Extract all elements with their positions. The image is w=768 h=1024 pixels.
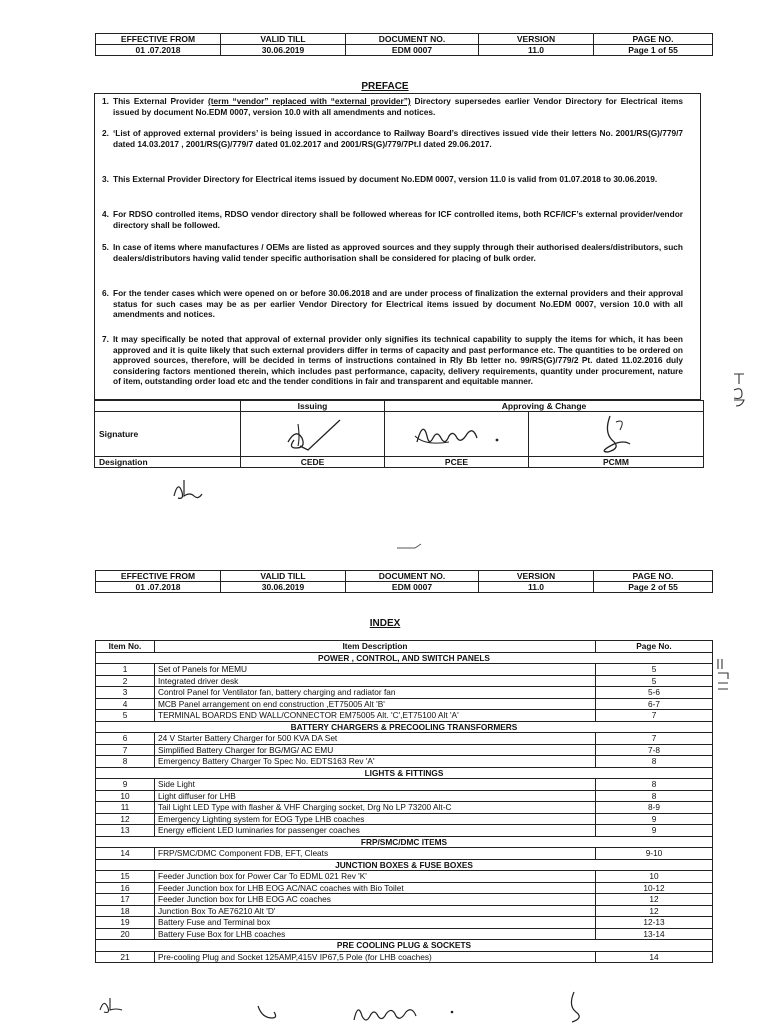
index-category-row	[96, 836, 713, 848]
item-number: 2	[96, 675, 155, 687]
designation-pcee: PCEE	[385, 457, 529, 468]
preface-item-text: This External Provider	[113, 96, 208, 106]
index-table-body	[96, 652, 713, 963]
item-number: 6	[96, 733, 155, 745]
designation-cede: CEDE	[241, 457, 385, 468]
preface-item-number: 2.	[102, 128, 109, 138]
item-number: 7	[96, 744, 155, 756]
preface-item-number: 1.	[102, 96, 109, 106]
index-category-row	[96, 652, 713, 664]
index-item-row	[96, 687, 713, 699]
item-description: TERMINAL BOARDS END WALL/CONNECTOR EM75005 Alt. 'C',ET75100 Alt 'A'	[155, 710, 596, 722]
header-label-version: VERSION	[479, 571, 594, 582]
preface-item-number: 7.	[102, 334, 109, 344]
item-page-number: 12	[596, 905, 713, 917]
column-header-item-description: Item Description	[155, 641, 596, 653]
page1-header-labels-row	[96, 34, 713, 45]
designation-label: Designation	[95, 457, 241, 468]
index-item-row	[96, 951, 713, 963]
header-value-version: 11.0	[479, 45, 594, 56]
signature-pcee	[385, 412, 529, 457]
item-description: Tail Light LED Type with flasher & VHF Charging socket, Drg No LP 73200 Alt-C	[155, 802, 596, 814]
handwritten-signature-icon	[397, 412, 517, 454]
index-item-row	[96, 744, 713, 756]
item-number: 5	[96, 710, 155, 722]
preface-item-7	[102, 334, 683, 387]
preface-item-5	[102, 242, 683, 263]
item-page-number: 5	[596, 664, 713, 676]
item-page-number: 7	[596, 733, 713, 745]
index-item-row	[96, 825, 713, 837]
handwritten-signature-icon	[348, 1000, 468, 1024]
preface-item-text: Directory supersedes earlier Vendor Directory for Electrical items issued by document No.EDM 0007, version 10.0 with all amendments and notices.	[113, 96, 683, 117]
index-item-row	[96, 698, 713, 710]
item-page-number: 12-13	[596, 917, 713, 929]
category-heading: JUNCTION BOXES & FUSE BOXES	[96, 859, 713, 871]
item-page-number: 6-7	[596, 698, 713, 710]
index-category-row	[96, 767, 713, 779]
item-description: Emergency Lighting system for EOG Type LHB coaches	[155, 813, 596, 825]
item-number: 13	[96, 825, 155, 837]
pen-stroke-icon	[395, 540, 425, 552]
handwritten-signature-icon	[250, 1002, 290, 1024]
item-description: Energy efficient LED luminaries for passenger coaches	[155, 825, 596, 837]
index-item-row	[96, 848, 713, 860]
preface-item-number: 4.	[102, 209, 109, 219]
header-value-page-no: Page 1 of 55	[594, 45, 713, 56]
item-number: 1	[96, 664, 155, 676]
header-label-document-no: DOCUMENT NO.	[346, 571, 479, 582]
item-number: 3	[96, 687, 155, 699]
index-item-row	[96, 813, 713, 825]
item-number: 16	[96, 882, 155, 894]
index-category-row	[96, 940, 713, 952]
item-description: Light diffuser for LHB	[155, 790, 596, 802]
item-description: Pre-cooling Plug and Socket 125AMP,415V IP67,5 Pole (for LHB coaches)	[155, 951, 596, 963]
header-label-effective-from: EFFECTIVE FROM	[96, 34, 221, 45]
header-label-effective-from: EFFECTIVE FROM	[96, 571, 221, 582]
page2-header-values-row	[96, 582, 713, 593]
handwritten-signature-icon	[566, 412, 666, 454]
preface-item-1	[102, 96, 683, 117]
item-number: 19	[96, 917, 155, 929]
preface-title: PREFACE	[361, 81, 409, 92]
signature-row	[95, 412, 704, 457]
column-header-page-no: Page No.	[596, 641, 713, 653]
index-item-row	[96, 894, 713, 906]
index-item-row	[96, 790, 713, 802]
item-description: MCB Panel arrangement on end construction ,ET75005 Alt 'B'	[155, 698, 596, 710]
signature-table	[94, 400, 704, 468]
item-page-number: 10-12	[596, 882, 713, 894]
item-page-number: 9	[596, 825, 713, 837]
header-value-valid-till: 30.06.2019	[221, 582, 346, 593]
item-description: Battery Fuse Box for LHB coaches	[155, 928, 596, 940]
item-page-number: 9	[596, 813, 713, 825]
signature-cede	[241, 412, 385, 457]
preface-item-text: For RDSO controlled items, RDSO vendor directory shall be followed whereas for ICF controlled items, both RCF/ICF’s external provider/vendor directory shall be followed.	[113, 209, 683, 230]
item-page-number: 8	[596, 756, 713, 768]
header-label-valid-till: VALID TILL	[221, 34, 346, 45]
item-description: Battery Fuse and Terminal box	[155, 917, 596, 929]
preface-item-text: It may specifically be noted that approval of external provider only signifies its technical capability to supply the items for which, it has been approved and it is quite likely that such external providers differ in terms of capacity and past performance etc. The quantities to be ordered on approved sources, therefore, will be decided in terms of instructions contained in Rly Bb letter no. 99/RS(G)/779/2 Pt. dated 11.02.2016 duly considering factors mentioned therein, which includes past performance, capacity, delivery requirements, quantity under procurement, nature of item, outstanding order load etc and the tender conditions in fair and transparent and equitable manner.	[113, 334, 683, 386]
category-heading: BATTERY CHARGERS & PRECOOLING TRANSFORMERS	[96, 721, 713, 733]
header-label-page-no: PAGE NO.	[594, 34, 713, 45]
designation-row	[95, 457, 704, 468]
header-value-page-no: Page 2 of 55	[594, 582, 713, 593]
preface-item-text: For the tender cases which were opened on or before 30.06.2018 and are under process of finalization the external providers and their approval status for such cases may be as per earlier Vendor Directory for Electrical items issued by document No.EDM 0007, version 10.0 with all amendments and notices.	[113, 288, 683, 319]
index-title: INDEX	[369, 618, 401, 629]
preface-item-3	[102, 174, 683, 185]
preface-item-text: In case of items where manufactures / OEMs are listed as approved sources and they supply through their authorised dealers/distributors, such dealers/distributors having valid tender specific authorisation shall be considered for placing of bulk order.	[113, 242, 683, 263]
item-number: 9	[96, 779, 155, 791]
item-description: 24 V Starter Battery Charger for 500 KVA DA Set	[155, 733, 596, 745]
signature-table-head-row	[95, 401, 704, 412]
header-value-document-no: EDM 0007	[346, 582, 479, 593]
preface-item-2	[102, 128, 683, 149]
item-page-number: 14	[596, 951, 713, 963]
page2-header-labels-row	[96, 571, 713, 582]
index-category-row	[96, 721, 713, 733]
preface-item-4	[102, 209, 683, 230]
category-heading: LIGHTS & FITTINGS	[96, 767, 713, 779]
preface-item-underlined-text: (term “vendor” replaced with “external provider”)	[207, 96, 411, 106]
header-value-document-no: EDM 0007	[346, 45, 479, 56]
preface-item-number: 5.	[102, 242, 109, 252]
category-heading: PRE COOLING PLUG & SOCKETS	[96, 940, 713, 952]
item-description: Simplified Battery Charger for BG/MG/ AC EMU	[155, 744, 596, 756]
item-description: Integrated driver desk	[155, 675, 596, 687]
preface-item-number: 3.	[102, 174, 109, 184]
preface-item-text: ‘List of approved external providers’ is being issued in accordance to Railway Board’s directives issued vide their letters No. 2001/RS(G)/779/7 dated 14.03.2017 , 2001/RS(G)/779/7 dated 01.02.2017 and 2001/RS(G)/779/7Pt.I dated 29.06.2017.	[113, 128, 683, 149]
item-page-number: 8	[596, 779, 713, 791]
index-item-row	[96, 917, 713, 929]
designation-pcmm: PCMM	[529, 457, 704, 468]
handwritten-signature-icon	[560, 990, 590, 1024]
index-item-row	[96, 905, 713, 917]
item-number: 10	[96, 790, 155, 802]
handwritten-initials-icon	[168, 474, 208, 504]
handwritten-signature-icon	[268, 412, 358, 454]
margin-page-mark-icon	[712, 655, 732, 700]
item-number: 14	[96, 848, 155, 860]
header-value-valid-till: 30.06.2019	[221, 45, 346, 56]
item-page-number: 7	[596, 710, 713, 722]
approving-label: Approving & Change	[385, 401, 704, 412]
index-item-row	[96, 882, 713, 894]
page1-header-values-row	[96, 45, 713, 56]
item-number: 15	[96, 871, 155, 883]
index-item-row	[96, 733, 713, 745]
item-page-number: 9-10	[596, 848, 713, 860]
signature-pcmm	[529, 412, 704, 457]
item-page-number: 5-6	[596, 687, 713, 699]
index-item-row	[96, 664, 713, 676]
index-item-row	[96, 802, 713, 814]
item-number: 12	[96, 813, 155, 825]
header-label-page-no: PAGE NO.	[594, 571, 713, 582]
item-number: 4	[96, 698, 155, 710]
empty-cell	[95, 401, 241, 412]
item-page-number: 10	[596, 871, 713, 883]
item-number: 8	[96, 756, 155, 768]
item-page-number: 5	[596, 675, 713, 687]
header-label-version: VERSION	[479, 34, 594, 45]
index-category-row	[96, 859, 713, 871]
margin-page-mark-icon	[730, 370, 750, 410]
index-item-row	[96, 756, 713, 768]
item-number: 21	[96, 951, 155, 963]
index-item-row	[96, 675, 713, 687]
item-description: Feeder Junction box for Power Car To EDML 021 Rev 'K'	[155, 871, 596, 883]
preface-item-number: 6.	[102, 288, 109, 298]
index-item-row	[96, 710, 713, 722]
header-value-effective-from: 01 .07.2018	[96, 582, 221, 593]
preface-item-text: This External Provider Directory for Electrical items issued by document No.EDM 0007, version 11.0 is valid from 01.07.2018 to 30.06.2019.	[113, 174, 658, 184]
handwritten-initials-icon	[96, 994, 126, 1014]
item-description: Feeder Junction box for LHB EOG AC/NAC coaches with Bio Toilet	[155, 882, 596, 894]
item-description: Control Panel for Ventilator fan, battery charging and radiator fan	[155, 687, 596, 699]
item-description: Side Light	[155, 779, 596, 791]
item-number: 20	[96, 928, 155, 940]
header-label-valid-till: VALID TILL	[221, 571, 346, 582]
index-header-row	[96, 641, 713, 653]
signature-label: Signature	[95, 412, 241, 457]
item-description: FRP/SMC/DMC Component FDB, EFT, Cleats	[155, 848, 596, 860]
header-value-effective-from: 01 .07.2018	[96, 45, 221, 56]
preface-item-6	[102, 288, 683, 320]
item-number: 17	[96, 894, 155, 906]
page2-header-table	[95, 570, 713, 593]
index-item-row	[96, 928, 713, 940]
item-number: 11	[96, 802, 155, 814]
item-description: Set of Panels for MEMU	[155, 664, 596, 676]
item-page-number: 7-8	[596, 744, 713, 756]
item-number: 18	[96, 905, 155, 917]
index-item-row	[96, 779, 713, 791]
item-description: Emergency Battery Charger To Spec No. EDTS163 Rev 'A'	[155, 756, 596, 768]
index-table	[95, 640, 713, 963]
item-description: Junction Box To AE76210 Alt 'D'	[155, 905, 596, 917]
index-item-row	[96, 871, 713, 883]
item-page-number: 13-14	[596, 928, 713, 940]
header-label-document-no: DOCUMENT NO.	[346, 34, 479, 45]
header-value-version: 11.0	[479, 582, 594, 593]
item-page-number: 8	[596, 790, 713, 802]
item-page-number: 8-9	[596, 802, 713, 814]
category-heading: POWER , CONTROL, AND SWITCH PANELS	[96, 652, 713, 664]
item-description: Feeder Junction box for LHB EOG AC coaches	[155, 894, 596, 906]
category-heading: FRP/SMC/DMC ITEMS	[96, 836, 713, 848]
item-page-number: 12	[596, 894, 713, 906]
preface-box	[94, 93, 701, 400]
page1-header-table	[95, 33, 713, 56]
issuing-label: Issuing	[241, 401, 385, 412]
column-header-item-no: Item No.	[96, 641, 155, 653]
